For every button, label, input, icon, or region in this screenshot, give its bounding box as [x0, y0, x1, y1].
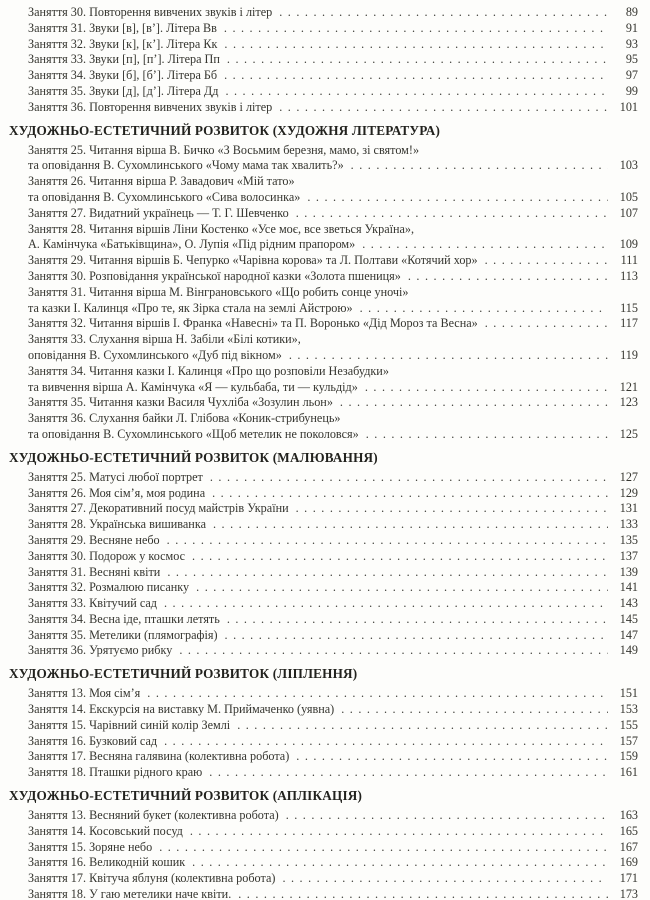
toc-entry-line: [9, 68, 638, 84]
dot-leader: [408, 269, 608, 285]
toc-section: [9, 5, 638, 116]
toc-entry-text: Заняття 28. Українська вишиванка: [28, 517, 206, 532]
toc-entry-text: Заняття 26. Читання вірша Р. Завадович «Мій тато»: [28, 174, 295, 189]
page-number: 101: [619, 99, 638, 114]
page-number: 169: [619, 855, 638, 870]
dot-leader: [147, 686, 608, 702]
toc-entry-line: [9, 5, 638, 21]
toc-entry-line: [9, 143, 638, 159]
dot-leader: [279, 100, 608, 116]
toc-entry-line: [9, 158, 638, 174]
dot-leader: [362, 237, 608, 253]
dot-leader: [351, 158, 608, 174]
page-number: 89: [625, 5, 638, 19]
toc-entry-line: [9, 486, 638, 502]
dot-leader: [227, 52, 608, 68]
toc-entry-text: Заняття 29. Читання віршів Б. Чепурко «Чарівна корова» та Л. Полтави «Котячий хор»: [28, 253, 478, 268]
toc-entry-text: та казки І. Калинця «Про те, як Зірка стала на землі Айстрою»: [28, 300, 353, 315]
dot-leader: [366, 427, 608, 443]
toc: [9, 5, 638, 900]
toc-section: [9, 788, 638, 900]
dot-leader: [167, 533, 608, 549]
dot-leader: [307, 190, 608, 206]
toc-entry-line: [9, 580, 638, 596]
page-number: 113: [620, 268, 638, 283]
toc-entry-text: Заняття 14. Екскурсія на виставку М. Приймаченко (уявна): [28, 702, 335, 717]
toc-entry-line: [9, 84, 638, 100]
page-number: 111: [620, 253, 638, 268]
dot-leader: [225, 84, 608, 100]
toc-entry-line: [9, 871, 638, 887]
toc-entry-text: Заняття 34. Читання казки І. Калинця «Про що розповіли Незабудки»: [28, 363, 389, 378]
toc-entry-text: Заняття 35. Метелики (плямографія): [28, 627, 218, 642]
toc-entry-line: [9, 411, 638, 427]
toc-entry-text: Заняття 13. Весняний букет (колективна робота): [28, 808, 279, 823]
page-number: 127: [619, 469, 638, 484]
dot-leader: [289, 348, 608, 364]
page-number: 165: [619, 823, 638, 838]
dot-leader: [360, 301, 608, 317]
toc-entry-text: Заняття 31. Звуки [в], [в’]. Літера Вв: [28, 20, 217, 35]
toc-entry-line: [9, 52, 638, 68]
section-header: ХУДОЖНЬО-ЕСТЕТИЧНИЙ РОЗВИТОК (МАЛЮВАННЯ): [9, 449, 378, 465]
toc-entry-text: Заняття 27. Видатний українець — Т. Г. Шевченко: [28, 205, 289, 220]
page-number: 131: [619, 501, 638, 516]
page-number: 173: [619, 887, 638, 900]
toc-entry-line: [9, 427, 638, 443]
section-header: ХУДОЖНЬО-ЕСТЕТИЧНИЙ РОЗВИТОК (ЛІПЛЕННЯ): [9, 666, 358, 682]
page-number: 105: [619, 189, 638, 204]
page-number: 115: [620, 300, 638, 315]
toc-entry-text: Заняття 27. Декоративний посуд майстрів України: [28, 501, 289, 516]
dot-leader: [341, 702, 608, 718]
dot-leader: [279, 5, 608, 21]
toc-entry-line: [9, 628, 638, 644]
toc-entry-text: Заняття 30. Подорож у космос: [28, 548, 186, 563]
dot-leader: [167, 565, 608, 581]
dot-leader: [213, 517, 608, 533]
dot-leader: [192, 855, 608, 871]
dot-leader: [210, 470, 608, 486]
toc-entry-text: Заняття 29. Весняне небо: [28, 532, 160, 547]
toc-entry-text: А. Камінчука «Батьківщина», О. Лупія «Під рідним прапором»: [28, 237, 356, 252]
toc-entry-line: [9, 348, 638, 364]
toc-entry-text: Заняття 30. Розповідання української народної казки «Золота пшениця»: [28, 268, 401, 283]
toc-entry-text: Заняття 17. Квітуча яблуня (колективна робота): [28, 871, 276, 886]
dot-leader: [212, 486, 608, 502]
toc-entry-text: та вивчення вірша А. Камінчука «Я — кульбаба, ти — кульдід»: [28, 379, 358, 394]
toc-entry-line: [9, 749, 638, 765]
section-header: ХУДОЖНЬО-ЕСТЕТИЧНИЙ РОЗВИТОК (АПЛІКАЦІЯ): [9, 788, 363, 804]
page-number: 153: [619, 702, 638, 717]
toc-entry-line: [9, 501, 638, 517]
toc-entry-line: [9, 765, 638, 781]
page-number: 121: [619, 379, 638, 394]
dot-leader: [164, 734, 608, 750]
page-number: 143: [619, 596, 638, 611]
toc-entry-line: [9, 734, 638, 750]
page-number: 93: [625, 36, 638, 51]
dot-leader: [365, 380, 608, 396]
toc-entry-text: та оповідання В. Сухомлинського «Сива волосинка»: [28, 189, 301, 204]
dot-leader: [224, 37, 608, 53]
dot-leader: [282, 871, 608, 887]
toc-section: [9, 666, 638, 781]
toc-entry-line: [9, 206, 638, 222]
toc-entry-text: Заняття 31. Читання вірша М. Вінграновського «Що робить сонце уночі»: [28, 284, 409, 299]
page-number: 125: [619, 426, 638, 441]
dot-leader: [190, 824, 608, 840]
dot-leader: [179, 643, 608, 659]
page-number: 159: [619, 749, 638, 764]
toc-entry-line: [9, 316, 638, 332]
page-number: 119: [620, 347, 638, 362]
toc-entry-text: Заняття 32. Звуки [к], [к’]. Літера Кк: [28, 36, 218, 51]
toc-entry-line: [9, 237, 638, 253]
toc-entry-line: [9, 285, 638, 301]
toc-entry-line: [9, 855, 638, 871]
dot-leader: [485, 253, 608, 269]
toc-entry-text: Заняття 18. Пташки рідного краю: [28, 765, 203, 780]
toc-entry-text: Заняття 25. Читання вірша В. Бичко «З Восьмим березня, мамо, зі святом!»: [28, 142, 420, 157]
page-number: 135: [619, 532, 638, 547]
dot-leader: [238, 887, 608, 900]
page-number: 171: [619, 871, 638, 886]
toc-entry-line: [9, 332, 638, 348]
toc-entry-line: [9, 686, 638, 702]
dot-leader: [296, 206, 608, 222]
toc-entry-line: [9, 840, 638, 856]
dot-leader: [159, 840, 608, 856]
toc-entry-text: Заняття 36. Слухання байки Л. Глібова «Коник-стрибунець»: [28, 411, 341, 426]
dot-leader: [224, 21, 608, 37]
toc-entry-text: та оповідання В. Сухомлинського «Щоб метелик не поколовся»: [28, 426, 359, 441]
toc-entry-text: Заняття 34. Звуки [б], [б’]. Літера Бб: [28, 68, 218, 83]
toc-entry-text: Заняття 34. Весна іде, пташки летять: [28, 611, 220, 626]
toc-section: [9, 123, 638, 443]
toc-entry-line: [9, 37, 638, 53]
toc-entry-text: Заняття 18. У гаю метелики наче квіти.: [28, 887, 232, 900]
toc-entry-text: Заняття 16. Великодній кошик: [28, 855, 186, 870]
page-number: 151: [619, 686, 638, 701]
toc-entry-text: Заняття 32. Розмалюю писанку: [28, 580, 190, 595]
page-number: 147: [619, 627, 638, 642]
toc-entry-line: [9, 824, 638, 840]
toc-entry-line: [9, 612, 638, 628]
toc-entry-line: [9, 301, 638, 317]
dot-leader: [225, 628, 608, 644]
dot-leader: [237, 718, 608, 734]
page-number: 145: [619, 611, 638, 626]
toc-entry-text: Заняття 33. Звуки [п], [п’]. Літера Пп: [28, 52, 220, 67]
page-number: 139: [619, 564, 638, 579]
toc-entry-line: [9, 222, 638, 238]
toc-entry-text: Заняття 26. Моя сім’я, моя родина: [28, 485, 206, 500]
toc-entry-text: Заняття 36. Повторення вивчених звуків і літер: [28, 99, 273, 114]
toc-entry-line: [9, 253, 638, 269]
toc-entry-text: Заняття 17. Весняна галявина (колективна робота): [28, 749, 290, 764]
dot-leader: [296, 749, 608, 765]
toc-entry-text: Заняття 14. Косовський посуд: [28, 823, 183, 838]
page-number: 133: [619, 517, 638, 532]
page-number: 157: [619, 733, 638, 748]
page-number: 163: [619, 808, 638, 823]
toc-entry-text: Заняття 32. Читання віршів І. Франка «Навесні» та П. Воронько «Дід Мороз та Весна»: [28, 316, 478, 331]
page-number: 137: [619, 548, 638, 563]
page-number: 99: [625, 83, 638, 98]
page-number: 149: [619, 643, 638, 658]
dot-leader: [192, 549, 608, 565]
page-number: 109: [619, 237, 638, 252]
toc-entry-line: [9, 596, 638, 612]
toc-entry-text: Заняття 33. Квітучий сад: [28, 596, 157, 611]
toc-entry-line: [9, 174, 638, 190]
toc-entry-line: [9, 533, 638, 549]
toc-entry-line: [9, 643, 638, 659]
dot-leader: [224, 68, 608, 84]
toc-entry-line: [9, 702, 638, 718]
toc-section: [9, 450, 638, 660]
toc-entry-line: [9, 395, 638, 411]
toc-entry-line: [9, 549, 638, 565]
toc-entry-line: [9, 100, 638, 116]
page-number: 167: [619, 839, 638, 854]
toc-entry-text: Заняття 36. Урятуємо рибку: [28, 643, 173, 658]
dot-leader: [227, 612, 608, 628]
page-number: 155: [619, 717, 638, 732]
toc-entry-text: Заняття 15. Чарівний синій колір Землі: [28, 717, 231, 732]
dot-leader: [286, 808, 608, 824]
dot-leader: [196, 580, 608, 596]
dot-leader: [296, 501, 608, 517]
toc-entry-text: оповідання В. Сухомлинського «Дуб під вікном»: [28, 347, 282, 362]
dot-leader: [164, 596, 608, 612]
page-number: 141: [619, 580, 638, 595]
toc-entry-line: [9, 470, 638, 486]
toc-entry-text: та оповідання В. Сухомлинського «Чому мама так хвалить?»: [28, 158, 344, 173]
toc-entry-line: [9, 21, 638, 37]
toc-entry-line: [9, 718, 638, 734]
toc-entry-text: Заняття 35. Звуки [д], [д’]. Літера Дд: [28, 83, 219, 98]
toc-entry-line: [9, 364, 638, 380]
toc-entry-text: Заняття 30. Повторення вивчених звуків і літер: [28, 5, 273, 19]
page-number: 91: [625, 20, 638, 35]
toc-entry-line: [9, 887, 638, 900]
section-header: ХУДОЖНЬО-ЕСТЕТИЧНИЙ РОЗВИТОК (ХУДОЖНЯ ЛІТЕРАТУРА): [9, 122, 441, 138]
dot-leader: [209, 765, 608, 781]
dot-leader: [485, 316, 608, 332]
toc-entry-line: [9, 190, 638, 206]
toc-entry-text: Заняття 35. Читання казки Василя Чухліба «Зозулин льон»: [28, 395, 333, 410]
page-number: 97: [625, 68, 638, 83]
toc-entry-line: [9, 808, 638, 824]
toc-entry-text: Заняття 25. Матусі любої портрет: [28, 469, 203, 484]
toc-entry-line: [9, 517, 638, 533]
page-number: 129: [619, 485, 638, 500]
page-number: 161: [619, 765, 638, 780]
toc-entry-line: [9, 269, 638, 285]
toc-entry-text: Заняття 33. Слухання вірша Н. Забіли «Білі котики»,: [28, 332, 301, 347]
page-number: 123: [619, 395, 638, 410]
page-number: 103: [619, 158, 638, 173]
page-number: 107: [619, 205, 638, 220]
toc-entry-text: Заняття 16. Бузковий сад: [28, 733, 158, 748]
toc-entry-text: Заняття 13. Моя сім’я: [28, 686, 141, 701]
page-number: 117: [620, 316, 638, 331]
toc-entry-line: [9, 565, 638, 581]
toc-entry-text: Заняття 15. Зоряне небо: [28, 839, 153, 854]
dot-leader: [340, 395, 608, 411]
toc-entry-text: Заняття 28. Читання віршів Ліни Костенко «Усе моє, все зветься Україна»,: [28, 221, 415, 236]
page-number: 95: [625, 52, 638, 67]
toc-entry-text: Заняття 31. Весняні квіти: [28, 564, 161, 579]
toc-entry-line: [9, 380, 638, 396]
